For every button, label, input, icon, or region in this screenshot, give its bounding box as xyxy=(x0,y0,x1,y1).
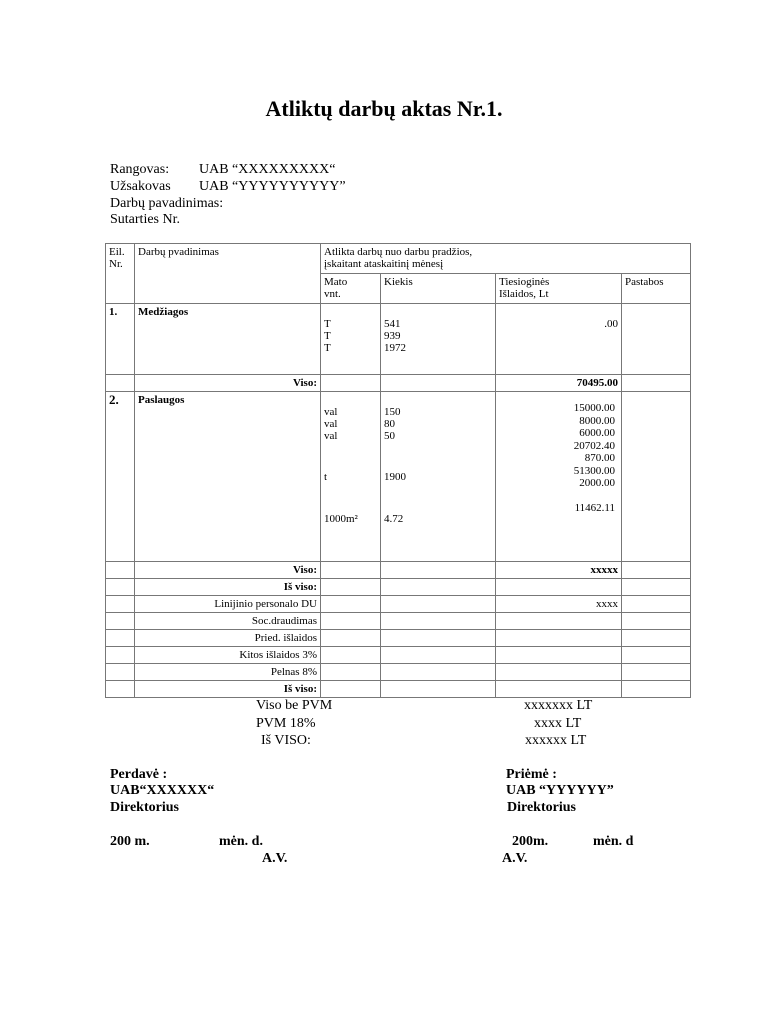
profit-row-label: Pelnas 8% xyxy=(135,664,321,681)
viso-be-pvm-label: Viso be PVM xyxy=(256,698,333,713)
section-1-units: T T T xyxy=(321,304,381,375)
col-header-mato: Mato vnt. xyxy=(321,274,381,304)
col-header-pastabos: Pastabos xyxy=(622,274,691,304)
table-row xyxy=(106,647,691,664)
uzsakovas-value: UAB “YYYYYYYYYY” xyxy=(199,179,346,194)
insurance-row-label: Soc.draudimas xyxy=(135,613,321,630)
total-row-value xyxy=(496,579,622,596)
uzsakovas-label: Užsakovas xyxy=(110,179,171,194)
section-1-qty: 541 939 1972 xyxy=(381,304,496,375)
other-costs-row-value xyxy=(496,647,622,664)
section-2-amounts: 15000.00 8000.00 6000.00 20702.40 870.00 51300.00 2000.00 11462.11 xyxy=(496,392,622,562)
section-2-unit-m2: 1000m² xyxy=(324,513,358,525)
left-year: 200 m. xyxy=(110,834,150,849)
is-viso-label: Iš VISO: xyxy=(261,733,311,748)
left-role: Perdavė : xyxy=(110,767,168,782)
left-company: UAB“XXXXXX“ xyxy=(110,783,215,798)
section-1-nr: 1. xyxy=(106,304,135,375)
total-row-label: Iš viso: xyxy=(135,579,321,596)
viso-be-pvm-value: xxxxxxx LT xyxy=(524,698,593,713)
col-header-pavadinimas: Darbų pvadinimas xyxy=(135,244,321,304)
personnel-row-value: xxxx xyxy=(496,596,622,613)
section-2-qty-m2: 4.72 xyxy=(384,513,404,525)
section-2-name: Paslaugos xyxy=(135,392,321,562)
section-2-viso-label: Viso: xyxy=(135,562,321,579)
section-2-qty-t: 1900 xyxy=(384,471,406,483)
extra-costs-row-value xyxy=(496,630,622,647)
col-header-eil: Eil. Nr. xyxy=(106,244,135,304)
table-row xyxy=(106,613,691,630)
other-costs-row-label: Kitos išlaidos 3% xyxy=(135,647,321,664)
works-table xyxy=(105,243,691,698)
section-1-amounts: .00 xyxy=(496,304,622,375)
section-1-viso-value: 70495.00 xyxy=(496,375,622,392)
section-1-viso-label: Viso: xyxy=(135,375,321,392)
table-row xyxy=(106,304,691,375)
section-2-viso-value: xxxxx xyxy=(496,562,622,579)
section-2-unit-t: t xyxy=(324,471,328,483)
table-row xyxy=(106,681,691,698)
grand-total-row-label: Iš viso: xyxy=(135,681,321,698)
right-year: 200m. xyxy=(512,834,549,849)
right-company: UAB “YYYYYY” xyxy=(506,783,614,798)
rangovas-label: Rangovas: xyxy=(110,162,170,177)
section-1-name: Medžiagos xyxy=(135,304,321,375)
table-row xyxy=(106,596,691,613)
grand-total-row-value xyxy=(496,681,622,698)
personnel-row-label: Linijinio personalo DU xyxy=(135,596,321,613)
left-position: Direktorius xyxy=(110,800,179,815)
sutarties-nr-label: Sutarties Nr. xyxy=(110,212,180,227)
document-title: Atliktų darbų aktas Nr.1. xyxy=(265,96,503,121)
col-header-islaidos: Tiesioginės Išlaidos, Lt xyxy=(496,274,622,304)
table-row xyxy=(106,562,691,579)
table-row xyxy=(106,392,691,562)
left-av: A.V. xyxy=(262,851,288,866)
pvm-value: xxxx LT xyxy=(534,716,582,731)
extra-costs-row-label: Pried. išlaidos xyxy=(135,630,321,647)
left-date: mėn. d. xyxy=(219,834,263,849)
is-viso-value: xxxxxx LT xyxy=(525,733,587,748)
right-role: Priėmė : xyxy=(506,767,557,782)
insurance-row-value xyxy=(496,613,622,630)
section-2-nr: 2. xyxy=(106,392,135,562)
table-row xyxy=(106,579,691,596)
col-header-atlikta: Atlikta darbų nuo darbu pradžios, įskaitant ataskaitinį mėnesį xyxy=(321,244,691,274)
section-2-units-val: val val val xyxy=(324,406,338,442)
table-row xyxy=(106,375,691,392)
darbu-pavadinimas-label: Darbų pavadinimas: xyxy=(110,196,224,211)
col-header-kiekis: Kiekis xyxy=(381,274,496,304)
rangovas-value: UAB “XXXXXXXXX“ xyxy=(199,162,336,177)
table-row xyxy=(106,630,691,647)
section-2-qty-val: 150 80 50 xyxy=(384,406,401,442)
pvm-label: PVM 18% xyxy=(256,716,316,731)
profit-row-value xyxy=(496,664,622,681)
table-row xyxy=(106,664,691,681)
right-position: Direktorius xyxy=(507,800,576,815)
right-date: mėn. d xyxy=(593,834,634,849)
right-av: A.V. xyxy=(502,851,528,866)
